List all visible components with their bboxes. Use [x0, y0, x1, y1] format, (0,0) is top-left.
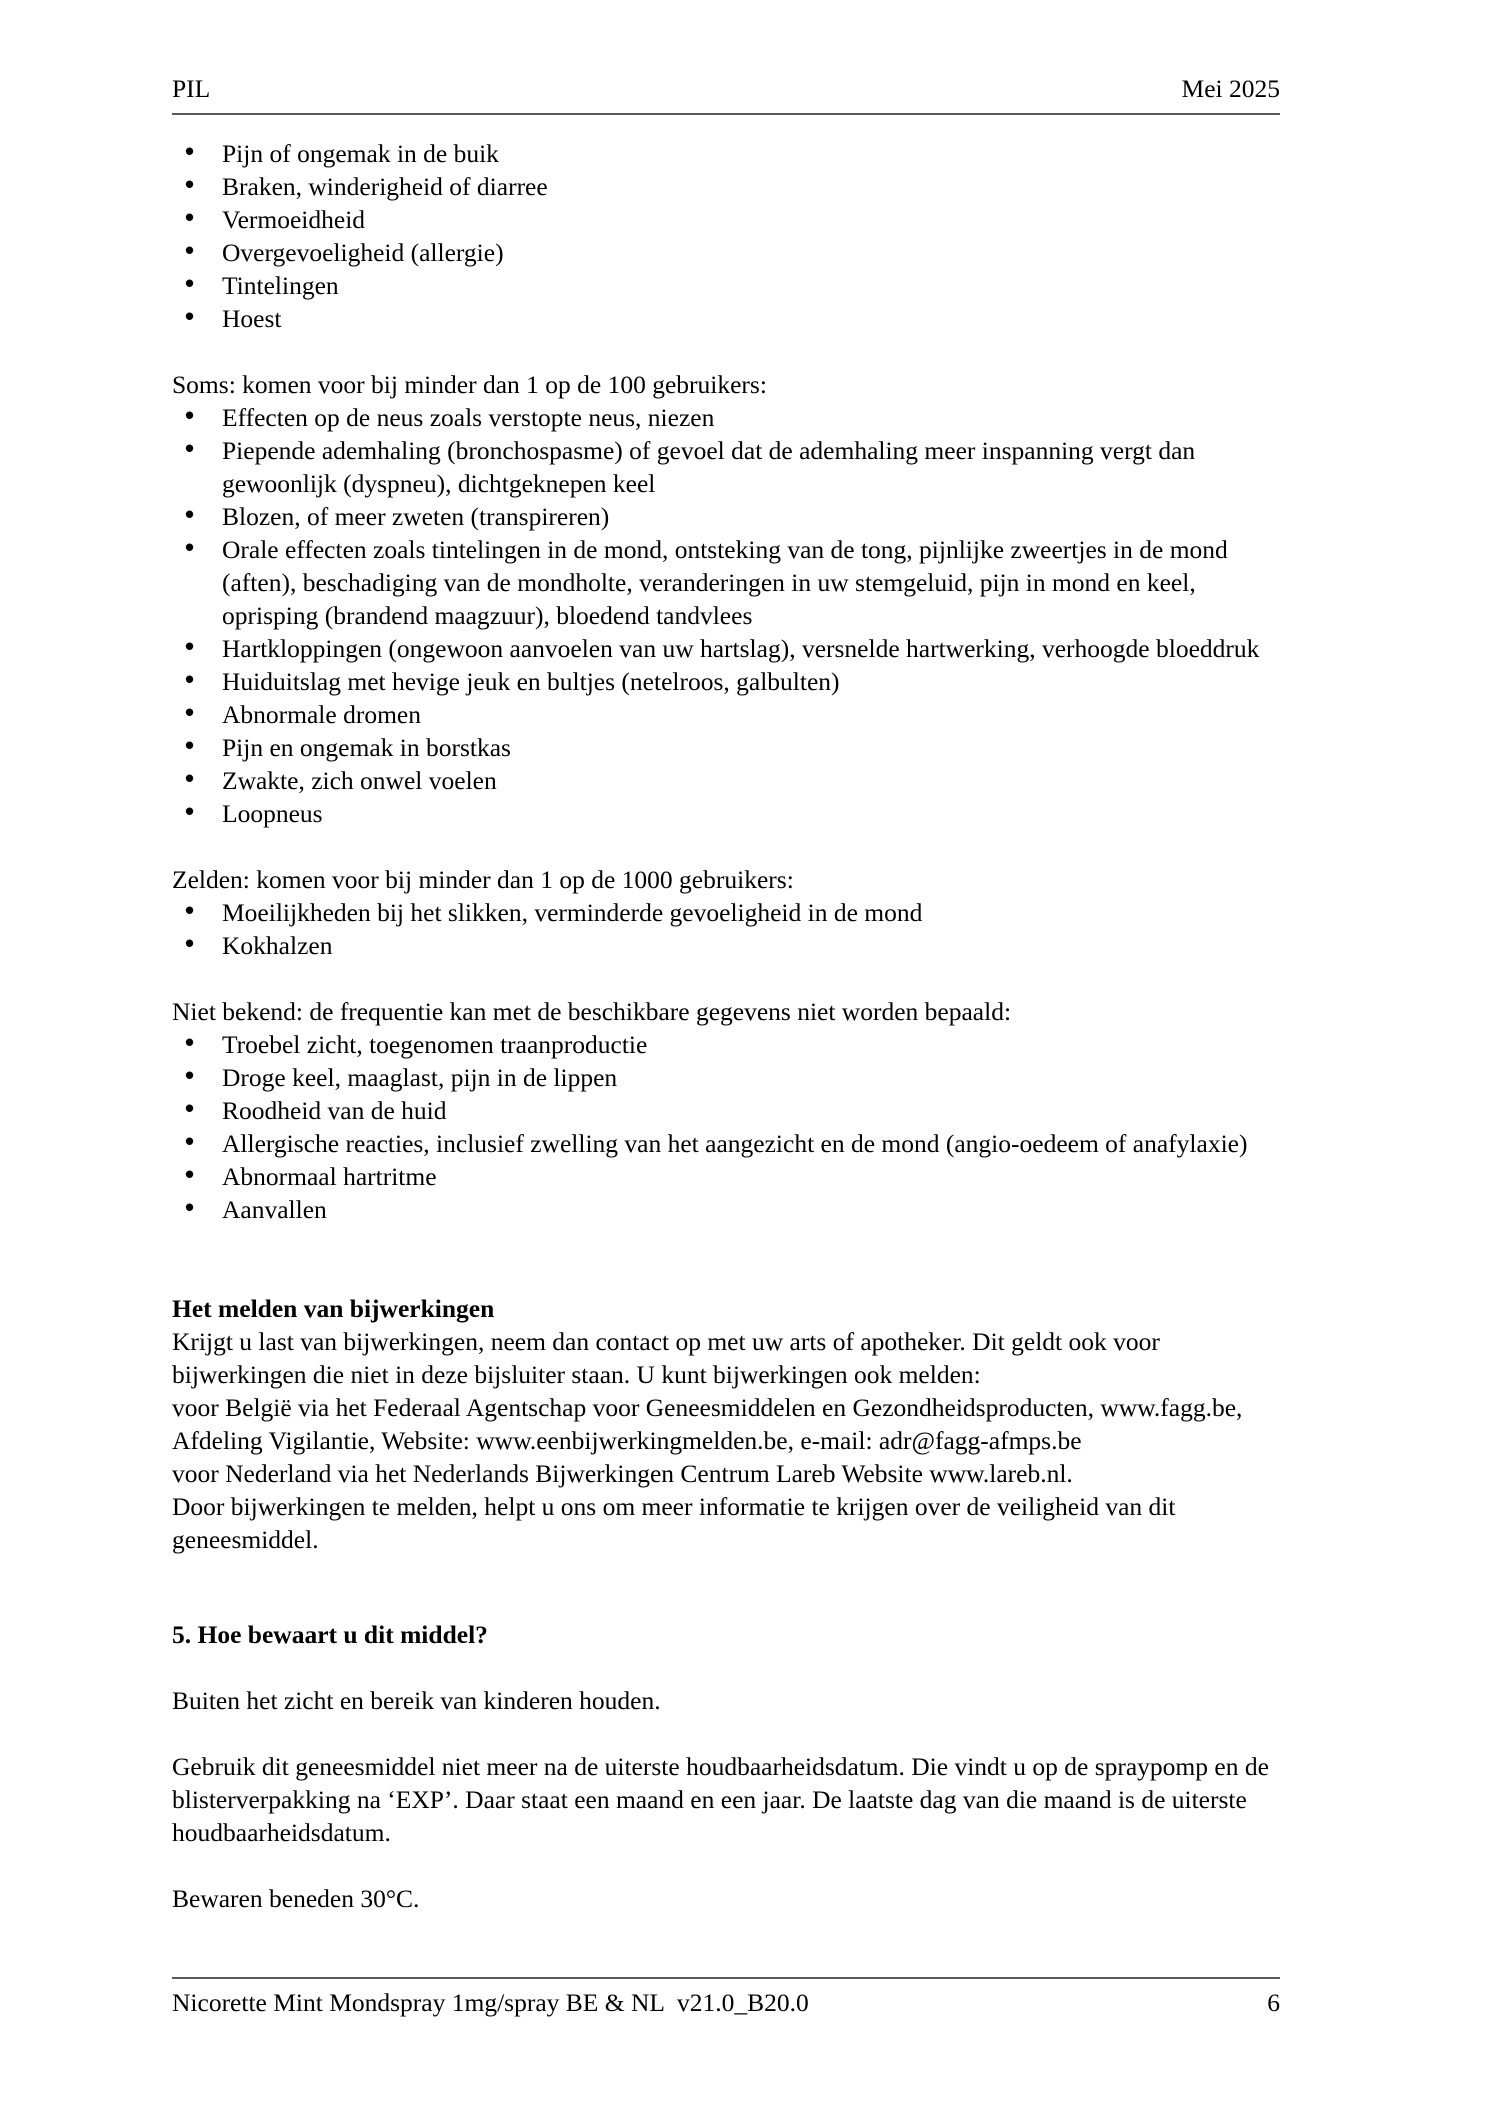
bullet-icon: •	[182, 1128, 198, 1158]
list-item-label: Tintelingen	[222, 271, 339, 300]
header-left-label: PIL	[172, 74, 211, 103]
list-item	[172, 1127, 1284, 1160]
list-item	[172, 302, 1284, 335]
header-right-date: Mei 2025	[1181, 74, 1280, 103]
bullet-icon: •	[182, 1095, 198, 1125]
footer-divider	[172, 1977, 1280, 1979]
frequency-heading-zelden: Zelden: komen voor bij minder dan 1 op de 1000 gebruikers:	[172, 865, 794, 894]
bullet-icon: •	[182, 1062, 198, 1092]
reporting-netherlands: voor Nederland via het Nederlands Bijwerkingen Centrum Lareb Website www.lareb.nl.	[172, 1459, 1073, 1488]
bullet-icon: •	[182, 633, 198, 663]
subsection-heading-reporting: Het melden van bijwerkingen	[172, 1294, 495, 1323]
list-item	[172, 797, 1284, 830]
list-item-label: Troebel zicht, toegenomen traanproductie	[222, 1030, 648, 1059]
list-item	[172, 269, 1284, 302]
list-item-label: Effecten op de neus zoals verstopte neus, niezen	[222, 403, 715, 432]
bullet-icon: •	[182, 699, 198, 729]
bullet-icon: •	[182, 303, 198, 333]
list-item	[172, 434, 1284, 500]
list-item-label: Overgevoeligheid (allergie)	[222, 238, 504, 267]
reporting-paragraph: Krijgt u last van bijwerkingen, neem dan contact op met uw arts of apotheker. Dit geldt ook voor bijwerkingen die niet in deze bijsluiter staan. U kunt bijwerkingen ook melden:	[172, 1327, 1160, 1389]
list-item-label: Kokhalzen	[222, 931, 333, 960]
header-divider	[172, 113, 1280, 115]
bullet-icon: •	[182, 930, 198, 960]
frequency-heading-soms: Soms: komen voor bij minder dan 1 op de 100 gebruikers:	[172, 370, 767, 399]
list-item	[172, 1160, 1284, 1193]
list-item-label: Huiduitslag met hevige jeuk en bultjes (netelroos, galbulten)	[222, 667, 840, 696]
bullet-icon: •	[182, 732, 198, 762]
list-item-label: Loopneus	[222, 799, 323, 828]
side-effects-list-rare	[172, 896, 1284, 962]
list-item-label: Abnormale dromen	[222, 700, 421, 729]
page-header	[172, 74, 1280, 103]
bullet-icon: •	[182, 171, 198, 201]
side-effects-list-uncommon	[172, 401, 1284, 830]
list-item	[172, 632, 1284, 665]
list-item-label: Pijn of ongemak in de buik	[222, 139, 499, 168]
bullet-icon: •	[182, 270, 198, 300]
list-item-label: Allergische reacties, inclusief zwelling van het aangezicht en de mond (angio-oedeem of anafylaxie)	[222, 1129, 1248, 1158]
side-effects-list-unknown	[172, 1028, 1284, 1226]
footer-version: v21.0_B20.0	[677, 1988, 809, 2017]
bullet-icon: •	[182, 138, 198, 168]
bullet-icon: •	[182, 435, 198, 465]
spacer	[172, 1259, 1284, 1292]
bullet-icon: •	[182, 402, 198, 432]
list-item-label: Roodheid van de huid	[222, 1096, 447, 1125]
list-item	[172, 1028, 1284, 1061]
bullet-icon: •	[182, 534, 198, 564]
list-item-label: Abnormaal hartritme	[222, 1162, 437, 1191]
storage-paragraph-children: Buiten het zicht en bereik van kinderen houden.	[172, 1686, 661, 1715]
list-item-label: Piepende ademhaling (bronchospasme) of gevoel dat de ademhaling meer inspanning vergt dan gewoonlijk (dyspneu), dichtgeknepen keel	[222, 436, 1196, 498]
list-item	[172, 896, 1284, 929]
list-item-label: Pijn en ongemak in borstkas	[222, 733, 511, 762]
bullet-icon: •	[182, 237, 198, 267]
list-item	[172, 1061, 1284, 1094]
list-item-label: Orale effecten zoals tintelingen in de mond, ontsteking van de tong, pijnlijke zweertjes in de mond (aften), beschadiging van de mondholte, veranderingen in uw stemgeluid, pijn in mond en keel, oprisping (brandend maagzuur), bloedend tandvlees	[222, 535, 1228, 630]
list-item	[172, 698, 1284, 731]
bullet-icon: •	[182, 798, 198, 828]
list-item	[172, 500, 1284, 533]
list-item-label: Vermoeidheid	[222, 205, 366, 234]
bullet-icon: •	[182, 1194, 198, 1224]
spacer	[172, 1651, 1284, 1684]
list-item	[172, 764, 1284, 797]
list-item	[172, 731, 1284, 764]
spacer	[172, 1556, 1284, 1618]
list-item	[172, 1094, 1284, 1127]
spacer	[172, 335, 1284, 368]
bullet-icon: •	[182, 666, 198, 696]
list-item-label: Droge keel, maaglast, pijn in de lippen	[222, 1063, 618, 1092]
footer-page-number: 6	[1267, 1988, 1280, 2017]
page-footer	[172, 1986, 1280, 2020]
list-item	[172, 665, 1284, 698]
section-heading-5: 5. Hoe bewaart u dit middel?	[172, 1620, 488, 1649]
bullet-icon: •	[182, 501, 198, 531]
reporting-belgium: voor België via het Federaal Agentschap voor Geneesmiddelen en Gezondheidsproducten, www.fagg.be, Afdeling Vigilantie, Website: www.eenbijwerkingmelden.be, e-mail: adr@fagg-afmps.be	[172, 1393, 1243, 1455]
spacer	[172, 1849, 1284, 1882]
list-item-label: Blozen, of meer zweten (transpireren)	[222, 502, 610, 531]
spacer	[172, 962, 1284, 995]
storage-paragraph-expiry: Gebruik dit geneesmiddel niet meer na de uiterste houdbaarheidsdatum. Die vindt u op de spraypomp en de blisterverpakking na ‘EXP’. Daar staat een maand en een jaar. De laatste dag van die maand is de uiterste houdbaarheidsdatum.	[172, 1752, 1269, 1847]
spacer	[172, 1717, 1284, 1750]
list-item	[172, 203, 1284, 236]
bullet-icon: •	[182, 1029, 198, 1059]
list-item-label: Moeilijkheden bij het slikken, verminderde gevoeligheid in de mond	[222, 898, 923, 927]
list-item	[172, 929, 1284, 962]
list-item-label: Zwakte, zich onwel voelen	[222, 766, 497, 795]
storage-paragraph-temperature: Bewaren beneden 30°C.	[172, 1884, 420, 1913]
bullet-icon: •	[182, 1161, 198, 1191]
side-effects-list-common	[172, 137, 1284, 335]
list-item-label: Hartkloppingen (ongewoon aanvoelen van uw hartslag), versnelde hartwerking, verhoogde bloeddruk	[222, 634, 1260, 663]
footer-product-name: Nicorette Mint Mondspray 1mg/spray BE & NL	[172, 1988, 665, 2017]
reporting-closing: Door bijwerkingen te melden, helpt u ons om meer informatie te krijgen over de veiligheid van dit geneesmiddel.	[172, 1492, 1176, 1554]
bullet-icon: •	[182, 897, 198, 927]
frequency-heading-niet-bekend: Niet bekend: de frequentie kan met de beschikbare gegevens niet worden bepaald:	[172, 997, 1012, 1026]
list-item	[172, 1193, 1284, 1226]
bullet-icon: •	[182, 765, 198, 795]
list-item	[172, 401, 1284, 434]
list-item-label: Braken, winderigheid of diarree	[222, 172, 548, 201]
list-item	[172, 137, 1284, 170]
bullet-icon: •	[182, 204, 198, 234]
spacer	[172, 830, 1284, 863]
document-body	[172, 137, 1284, 1915]
list-item	[172, 236, 1284, 269]
list-item	[172, 170, 1284, 203]
list-item-label: Aanvallen	[222, 1195, 327, 1224]
list-item	[172, 533, 1284, 632]
spacer	[172, 1226, 1284, 1259]
list-item-label: Hoest	[222, 304, 282, 333]
